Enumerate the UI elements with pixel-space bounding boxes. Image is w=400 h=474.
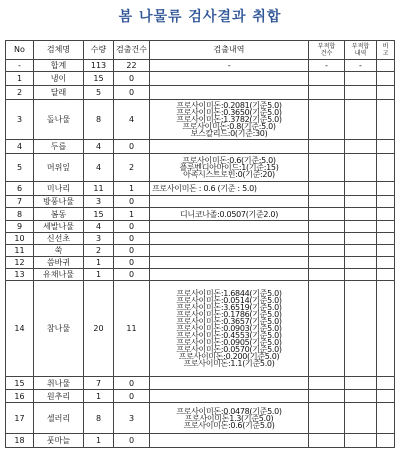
table-row xyxy=(6,72,395,86)
cell-qty: 11 xyxy=(84,182,114,196)
cell-no: 13 xyxy=(6,269,34,281)
cell-qty: 15 xyxy=(84,72,114,86)
cell-remark xyxy=(377,257,395,269)
cell-detect-count: 11 xyxy=(114,281,150,377)
detail-line: 아족시스트로빈:0(기준:20) xyxy=(183,170,275,179)
detail-line: 프로사이미돈:0.0514(기준5.0) xyxy=(176,296,282,305)
cell-nonconf-count xyxy=(309,86,345,100)
cell-nonconf-detail xyxy=(345,208,377,221)
cell-nonconf-count xyxy=(309,390,345,403)
header-row xyxy=(6,41,395,60)
table-row xyxy=(6,403,395,434)
cell-detect-detail xyxy=(150,377,309,390)
header-name: 검체명 xyxy=(34,41,84,60)
cell-detect-count: 0 xyxy=(114,221,150,233)
detail-line: 프로사이미돈:0.2081(기준5.0) xyxy=(176,101,282,110)
cell-nonconf-detail xyxy=(345,196,377,208)
cell-nonconf-detail xyxy=(345,245,377,257)
cell-name: 세발나물 xyxy=(34,221,84,233)
cell-detect-count: 0 xyxy=(114,233,150,245)
table-row xyxy=(6,257,395,269)
cell-nonconf-detail xyxy=(345,390,377,403)
cell-remark xyxy=(377,72,395,86)
cell-nonconf-detail xyxy=(345,269,377,281)
cell-no: 16 xyxy=(6,390,34,403)
cell-name: 합계 xyxy=(34,60,84,72)
cell-qty: 7 xyxy=(84,377,114,390)
cell-name: 돌나물 xyxy=(34,100,84,140)
detail-line: 프로사이미돈 : 0.6 (기준 : 5.0) xyxy=(152,184,257,193)
cell-no: 3 xyxy=(6,100,34,140)
cell-detect-detail xyxy=(150,60,309,72)
cell-no: 10 xyxy=(6,233,34,245)
cell-qty: 1 xyxy=(84,390,114,403)
cell-remark xyxy=(377,403,395,434)
cell-no: 4 xyxy=(6,140,34,154)
cell-nonconf-count xyxy=(309,403,345,434)
cell-qty: 2 xyxy=(84,245,114,257)
cell-nonconf-detail xyxy=(345,72,377,86)
cell-nonconf-count xyxy=(309,245,345,257)
cell-nonconf-count xyxy=(309,208,345,221)
detail-line: 디니코나졸:0.0507(기준2.0) xyxy=(179,209,279,219)
table-row xyxy=(6,269,395,281)
detail-line: - xyxy=(227,61,231,70)
cell-remark xyxy=(377,221,395,233)
table-row xyxy=(6,182,395,196)
cell-detect-detail xyxy=(150,182,309,196)
cell-remark xyxy=(377,60,395,72)
page-title: 봄 나물류 검사결과 취합 xyxy=(118,9,282,25)
detail-line: 프로사이미돈:0.0903(기준5.0) xyxy=(176,324,282,333)
cell-remark xyxy=(377,233,395,245)
detail-line: 프로사이미돈:0.1786(기준5.0) xyxy=(176,310,282,319)
detail-line: 프로사이미돈:0.8(기준:5.0) xyxy=(182,122,276,131)
cell-nonconf-count xyxy=(309,100,345,140)
cell-qty: 113 xyxy=(84,60,114,72)
cell-no: 11 xyxy=(6,245,34,257)
cell-no: 5 xyxy=(6,154,34,182)
cell-name: 유채나물 xyxy=(34,269,84,281)
cell-remark xyxy=(377,434,395,448)
cell-detect-detail xyxy=(150,245,309,257)
cell-detect-detail xyxy=(150,221,309,233)
detail-line: 프로사이미돈:1.6844(기준5.0) xyxy=(176,289,282,298)
table-row xyxy=(6,377,395,390)
detail-line: 플루벤디아마이드:1(기준:15) xyxy=(179,163,279,172)
cell-nonconf-count xyxy=(309,221,345,233)
cell-detect-detail xyxy=(150,208,309,221)
cell-detect-detail xyxy=(150,403,309,434)
cell-name: 신선초 xyxy=(34,233,84,245)
cell-detect-detail xyxy=(150,196,309,208)
detail-line: 프로사이미돈:0.3657(기준5.0) xyxy=(176,317,282,326)
cell-no: 9 xyxy=(6,221,34,233)
cell-nonconf-count xyxy=(309,182,345,196)
cell-nonconf-detail: - xyxy=(345,60,377,72)
table-row xyxy=(6,60,395,72)
cell-qty: 4 xyxy=(84,140,114,154)
detail-line: 프로사이미돈:0.3650(기준5.0) xyxy=(176,108,282,117)
table-row xyxy=(6,154,395,182)
cell-nonconf-count xyxy=(309,233,345,245)
cell-name: 머위잎 xyxy=(34,154,84,182)
cell-no: 17 xyxy=(6,403,34,434)
cell-detect-detail xyxy=(150,154,309,182)
cell-remark xyxy=(377,86,395,100)
cell-nonconf-count xyxy=(309,196,345,208)
table-row xyxy=(6,390,395,403)
cell-nonconf-detail xyxy=(345,140,377,154)
cell-no: 6 xyxy=(6,182,34,196)
cell-qty: 8 xyxy=(84,403,114,434)
cell-remark xyxy=(377,154,395,182)
cell-detect-count: 0 xyxy=(114,245,150,257)
table-row xyxy=(6,86,395,100)
cell-detect-count: 4 xyxy=(114,100,150,140)
cell-detect-count: 22 xyxy=(114,60,150,72)
cell-detect-detail xyxy=(150,86,309,100)
cell-detect-count: 3 xyxy=(114,403,150,434)
cell-nonconf-count xyxy=(309,281,345,377)
cell-remark xyxy=(377,196,395,208)
cell-name: 두릅 xyxy=(34,140,84,154)
cell-name: 취나물 xyxy=(34,377,84,390)
cell-detect-count: 0 xyxy=(114,377,150,390)
cell-detect-count: 0 xyxy=(114,140,150,154)
cell-no: 2 xyxy=(6,86,34,100)
cell-detect-count: 0 xyxy=(114,390,150,403)
cell-qty: 3 xyxy=(84,196,114,208)
cell-name: 냉이 xyxy=(34,72,84,86)
cell-detect-detail xyxy=(150,281,309,377)
cell-qty: 20 xyxy=(84,281,114,377)
cell-nonconf-count xyxy=(309,154,345,182)
table-row xyxy=(6,196,395,208)
detail-line: 프로사이미돈:0.0905(기준5.0) xyxy=(176,338,282,347)
header-detect-count: 검출건수 xyxy=(114,41,150,60)
cell-detect-count: 0 xyxy=(114,434,150,448)
cell-nonconf-detail xyxy=(345,403,377,434)
cell-remark xyxy=(377,182,395,196)
cell-nonconf-detail xyxy=(345,100,377,140)
cell-nonconf-count xyxy=(309,269,345,281)
cell-detect-detail xyxy=(150,269,309,281)
detail-line: 보스칼리드:0(기준:30) xyxy=(190,129,268,138)
cell-name: 봄동 xyxy=(34,208,84,221)
cell-name: 미나리 xyxy=(34,182,84,196)
table-row xyxy=(6,281,395,377)
cell-detect-detail xyxy=(150,72,309,86)
cell-no: - xyxy=(6,60,34,72)
cell-nonconf-detail xyxy=(345,434,377,448)
detail-line: 프로사이미돈:0.6(기준5.0) xyxy=(183,420,275,430)
cell-name: 방풍나물 xyxy=(34,196,84,208)
cell-detect-detail xyxy=(150,140,309,154)
detail-line: 프로사이미돈:1.3782(기준5.0) xyxy=(176,115,282,124)
cell-detect-detail xyxy=(150,233,309,245)
detail-line: 프로사이미돈:0.4553(기준5.0) xyxy=(176,331,282,340)
cell-nonconf-detail xyxy=(345,377,377,390)
cell-detect-count: 0 xyxy=(114,257,150,269)
cell-detect-detail xyxy=(150,100,309,140)
detail-line: 프로사이미돈:0.0478(기준5.0) xyxy=(176,406,282,416)
detail-line: 프로사이미돈:0.6(기준:5.0) xyxy=(182,156,276,165)
cell-qty: 3 xyxy=(84,233,114,245)
cell-nonconf-detail xyxy=(345,257,377,269)
cell-detect-count: 1 xyxy=(114,182,150,196)
cell-qty: 1 xyxy=(84,269,114,281)
table-row xyxy=(6,221,395,233)
cell-qty: 1 xyxy=(84,434,114,448)
cell-no: 18 xyxy=(6,434,34,448)
table-row xyxy=(6,140,395,154)
cell-no: 14 xyxy=(6,281,34,377)
cell-name: 셀러리 xyxy=(34,403,84,434)
table-row xyxy=(6,434,395,448)
cell-qty: 15 xyxy=(84,208,114,221)
cell-remark xyxy=(377,208,395,221)
results-table xyxy=(5,40,395,448)
cell-no: 7 xyxy=(6,196,34,208)
cell-remark xyxy=(377,390,395,403)
header-no: No xyxy=(6,41,34,60)
cell-detect-detail xyxy=(150,257,309,269)
cell-detect-count: 0 xyxy=(114,196,150,208)
cell-nonconf-count xyxy=(309,72,345,86)
table-row xyxy=(6,233,395,245)
cell-qty: 5 xyxy=(84,86,114,100)
cell-remark xyxy=(377,100,395,140)
cell-nonconf-count xyxy=(309,434,345,448)
table-row xyxy=(6,100,395,140)
cell-qty: 4 xyxy=(84,221,114,233)
cell-qty: 4 xyxy=(84,154,114,182)
cell-nonconf-detail xyxy=(345,233,377,245)
cell-detect-count: 0 xyxy=(114,86,150,100)
cell-detect-count: 0 xyxy=(114,269,150,281)
table-row xyxy=(6,245,395,257)
cell-remark xyxy=(377,281,395,377)
cell-remark xyxy=(377,269,395,281)
cell-nonconf-detail xyxy=(345,221,377,233)
cell-name: 원추리 xyxy=(34,390,84,403)
cell-no: 1 xyxy=(6,72,34,86)
header-remark: 비 고 xyxy=(377,41,395,60)
cell-detect-count: 1 xyxy=(114,208,150,221)
detail-line: 프로사이미돈:0.200(기준5.0) xyxy=(178,352,280,361)
cell-detect-detail xyxy=(150,434,309,448)
cell-remark xyxy=(377,377,395,390)
cell-remark xyxy=(377,245,395,257)
table-row xyxy=(6,208,395,221)
cell-name: 씀바귀 xyxy=(34,257,84,269)
cell-qty: 8 xyxy=(84,100,114,140)
cell-remark xyxy=(377,140,395,154)
cell-qty: 1 xyxy=(84,257,114,269)
cell-nonconf-detail xyxy=(345,86,377,100)
cell-nonconf-detail xyxy=(345,154,377,182)
cell-name: 달래 xyxy=(34,86,84,100)
cell-nonconf-count xyxy=(309,257,345,269)
detail-line: 프로사이미돈:0.0570(기준5.0) xyxy=(176,345,282,354)
header-qty: 수량 xyxy=(84,41,114,60)
cell-no: 8 xyxy=(6,208,34,221)
header-nonconf-count: 부적합 건수 xyxy=(309,41,345,60)
cell-detect-detail xyxy=(150,390,309,403)
cell-name: 참나물 xyxy=(34,281,84,377)
detail-line: 프로사이미돈:1.1(기준5.0) xyxy=(183,359,275,368)
cell-detect-count: 0 xyxy=(114,72,150,86)
cell-nonconf-detail xyxy=(345,281,377,377)
cell-nonconf-count xyxy=(309,377,345,390)
cell-nonconf-count: - xyxy=(309,60,345,72)
header-nonconf-detail: 부적합 내역 xyxy=(345,41,377,60)
cell-nonconf-count xyxy=(309,140,345,154)
cell-name: 쑥 xyxy=(34,245,84,257)
detail-line: 프로사이미돈1.3(기준5.0) xyxy=(184,413,274,423)
detail-line: 프로사이미돈:3.6519(기준5.0) xyxy=(176,303,282,312)
cell-no: 15 xyxy=(6,377,34,390)
cell-detect-count: 2 xyxy=(114,154,150,182)
header-detect-detail: 검출내역 xyxy=(150,41,309,60)
cell-name: 풋마늘 xyxy=(34,434,84,448)
cell-no: 12 xyxy=(6,257,34,269)
cell-nonconf-detail xyxy=(345,182,377,196)
